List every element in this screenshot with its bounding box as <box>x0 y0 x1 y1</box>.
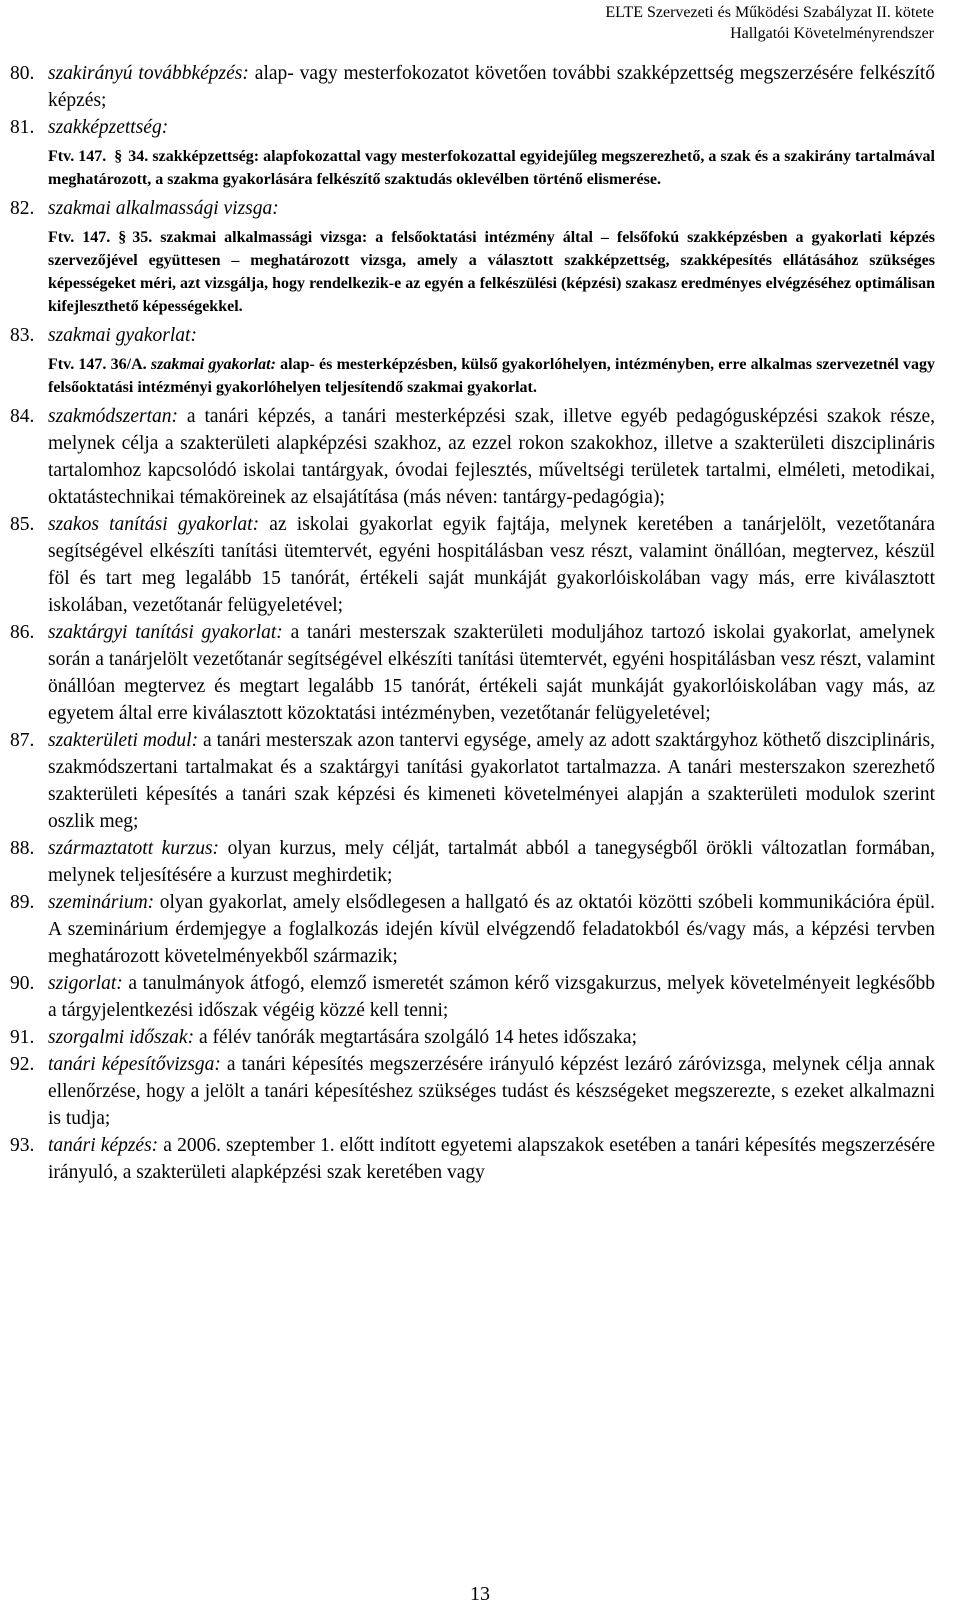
definition-term: szakmódszertan: <box>48 406 178 427</box>
definition-body: az iskolai gyakorlat egyik fajtája, melynek keretében a tanárjelölt, vezetőtanára segítségével elkészíti tanítási ütemtervét, egyéni hospitálásban vesz részt, valamint önállóan, megtervez, készül föl és tart meg legalább 15 tanórát, értékeli saját munkáját gyakorlóiskolában vagy más, erre kiválasztott iskolában, vezetőtanár felügyeletével; <box>48 514 935 616</box>
definition-term: származtatott kurzus: <box>48 838 220 859</box>
definition-80 <box>10 60 935 114</box>
definition-88 <box>10 835 935 889</box>
definition-body: a tanári mesterszak szakterületi moduljához tartozó iskolai gyakorlat, amelynek során a tanárjelölt vezetőtanár segítségével elkészíti tanítási ütemtervét, egyéni hospitálásban vesz részt, valamint önállóan megtervez és megtart legalább 15 tanórát, értékeli saját munkáját gyakorlóiskolában vagy más, az egyetem által erre kiválasztott közoktatási intézményben, vezetőtanár felügyeletével; <box>48 622 935 724</box>
definition-89 <box>10 889 935 970</box>
item-number: 86. <box>10 622 35 643</box>
definition-text <box>48 727 935 835</box>
law-reference: Ftv. 147. <box>48 148 107 165</box>
definition-term: szorgalmi időszak: <box>48 1027 195 1048</box>
definition-term: szakirányú továbbképzés: <box>48 63 249 84</box>
item-number: 88. <box>10 838 35 859</box>
item-number: 81. <box>10 117 35 138</box>
item-number: 89. <box>10 892 35 913</box>
definition-text <box>48 403 935 511</box>
header-title: ELTE Szervezeti és Működési Szabályzat II. kötete <box>605 4 934 21</box>
definition-body: olyan gyakorlat, amely elsődlegesen a hallgató és az oktatói közötti szóbeli kommunikációra épül. A szeminárium érdemjegye a foglalkozás idején kívül elvégzendő feladatokból és/vagy más, a képzési tervben meghatározott követelményekből származik; <box>48 892 935 967</box>
definition-81 <box>10 114 935 195</box>
definitions-list <box>10 60 935 1186</box>
law-paragraph-number: 35. <box>132 229 153 246</box>
definition-text <box>48 1024 935 1051</box>
definition-term: szakos tanítási gyakorlat: <box>48 514 260 535</box>
definition-body: a tanulmányok átfogó, elemző ismeretét számon kérő vizsgakurzus, melyek követelményeit legkésőbb a tárgyjelentkezési időszak végéig közzé kell tenni; <box>48 973 935 1021</box>
definition-text <box>48 970 935 1024</box>
header-subtitle: Hallgatói Követelményrendszer <box>730 25 934 42</box>
law-text: alap- és mesterképzésben, külső gyakorlóhelyen, intézményben, erre alkalmas szervezetnél vagy felsőoktatási intézményi gyakorlóhelyen teljesítendő szakmai gyakorlat. <box>48 356 936 396</box>
definition-term: tanári képesítővizsga: <box>48 1054 221 1075</box>
page-header <box>605 2 934 44</box>
item-number: 93. <box>10 1135 35 1156</box>
definition-text <box>48 1132 935 1186</box>
item-number: 91. <box>10 1027 35 1048</box>
definition-body: alap- vagy mesterfokozatot követően további szakképzettség megszerzésére felkészítő képzés; <box>48 63 936 111</box>
definition-91 <box>10 1024 935 1051</box>
definition-term: szakmai gyakorlat: <box>48 325 197 346</box>
definition-text <box>48 835 935 889</box>
item-number: 83. <box>10 325 35 346</box>
definition-82 <box>10 195 935 322</box>
law-reference: Ftv. 147. <box>48 229 111 246</box>
definition-term: szigorlat: <box>48 973 123 994</box>
section-sign: § <box>118 229 127 246</box>
law-reference: Ftv. 147. 36/A. <box>48 356 147 373</box>
definition-text <box>48 889 935 970</box>
law-citation <box>48 145 935 191</box>
definition-body: a tanári képzés, a tanári mesterképzési szak, illetve egyéb pedagógusképzési szakok része, melynek célja a szakterületi alapképzési szakhoz, az ezzel rokon szakokhoz, illetve a szakterületi diszciplináris tartalomhoz kapcsolódó iskolai tantárgyak, óvodai fejlesztés, műveltségi területek tartalmi, elméleti, metodikai, oktatástechnikai témaköreinek az elsajátítása (más néven: tantárgy-pedagógia); <box>48 406 935 508</box>
definition-body: olyan kurzus, mely célját, tartalmát abból a tanegységből örökli változatlan formában, melynek teljesítésére a kurzust meghirdetik; <box>48 838 935 886</box>
law-citation <box>48 226 935 318</box>
definition-text <box>48 114 935 141</box>
definition-term: tanári képzés: <box>48 1135 159 1156</box>
definition-87 <box>10 727 935 835</box>
definition-text <box>48 195 935 222</box>
definition-83 <box>10 322 935 403</box>
page-number: 13 <box>470 1583 490 1605</box>
definition-term: szakképzettség: <box>48 117 169 138</box>
definition-text <box>48 1051 935 1132</box>
item-number: 92. <box>10 1054 35 1075</box>
definition-body: a 2006. szeptember 1. előtt indított egyetemi alapszakok esetében a tanári képesítés megszerzésére irányuló, a szakterületi alapképzési szak keretében vagy <box>48 1135 936 1183</box>
item-number: 84. <box>10 406 35 427</box>
definition-92 <box>10 1051 935 1132</box>
law-paragraph-number: 34. <box>128 148 149 165</box>
item-number: 80. <box>10 63 35 84</box>
definition-term: szeminárium: <box>48 892 155 913</box>
definition-text <box>48 60 935 114</box>
definition-85 <box>10 511 935 619</box>
definition-term: szaktárgyi tanítási gyakorlat: <box>48 622 283 643</box>
law-text: szakképzettség: alapfokozattal vagy mesterfokozattal egyidejűleg megszerezhető, a szak és a szakirány tartalmával meghatározott, a szakma gyakorlására felkészítő szaktudás oklevélben történő elismerése. <box>48 148 935 188</box>
definition-text <box>48 619 935 727</box>
definition-body: a félév tanórák megtartására szolgáló 14 hetes időszaka; <box>194 1027 637 1048</box>
item-number: 87. <box>10 730 35 751</box>
definition-body: a tanári képesítés megszerzésére irányuló képzést lezáró záróvizsga, melynek célja annak ellenőrzése, hogy a jelölt a tanári képesítéshez szükséges tudást és készségeket megszerezte, s ezeket alkalmazni is tudja; <box>48 1054 935 1129</box>
definition-term: szakmai alkalmassági vizsga: <box>48 198 279 219</box>
law-term: szakmai gyakorlat: <box>150 356 276 373</box>
item-number: 85. <box>10 514 35 535</box>
definition-86 <box>10 619 935 727</box>
item-number: 82. <box>10 198 35 219</box>
definition-93 <box>10 1132 935 1186</box>
item-number: 90. <box>10 973 35 994</box>
definition-term: szakterületi modul: <box>48 730 199 751</box>
law-text: szakmai alkalmassági vizsga: a felsőoktatási intézmény által – felsőfokú szakképzésben a gyakorlati képzés szervezőjével együttesen – meghatározott vizsga, amely a választott szakképzettség, szakképesítés ellátásához szükséges képességeket méri, azt vizsgálja, hogy rendelkezik-e az egyén a felkészülési (képzési) szakasz eredményes elvégzéséhez optimálisan kifejleszthető képességekkel. <box>48 229 936 315</box>
definition-text <box>48 511 935 619</box>
definition-84 <box>10 403 935 511</box>
definition-90 <box>10 970 935 1024</box>
law-citation <box>48 353 935 399</box>
section-sign: § <box>114 148 123 165</box>
definition-body: a tanári mesterszak azon tantervi egysége, amely az adott szaktárgyhoz köthető diszciplináris, szakmódszertani tartalmakat és a szaktárgyi tanítási gyakorlatot tartalmazza. A tanári mesterszakon szerezhető szakterületi képesítés a tanári szak képzési és kimeneti követelményei alapján a szakterületi modulok szerint oszlik meg; <box>48 730 935 832</box>
definition-text <box>48 322 935 349</box>
